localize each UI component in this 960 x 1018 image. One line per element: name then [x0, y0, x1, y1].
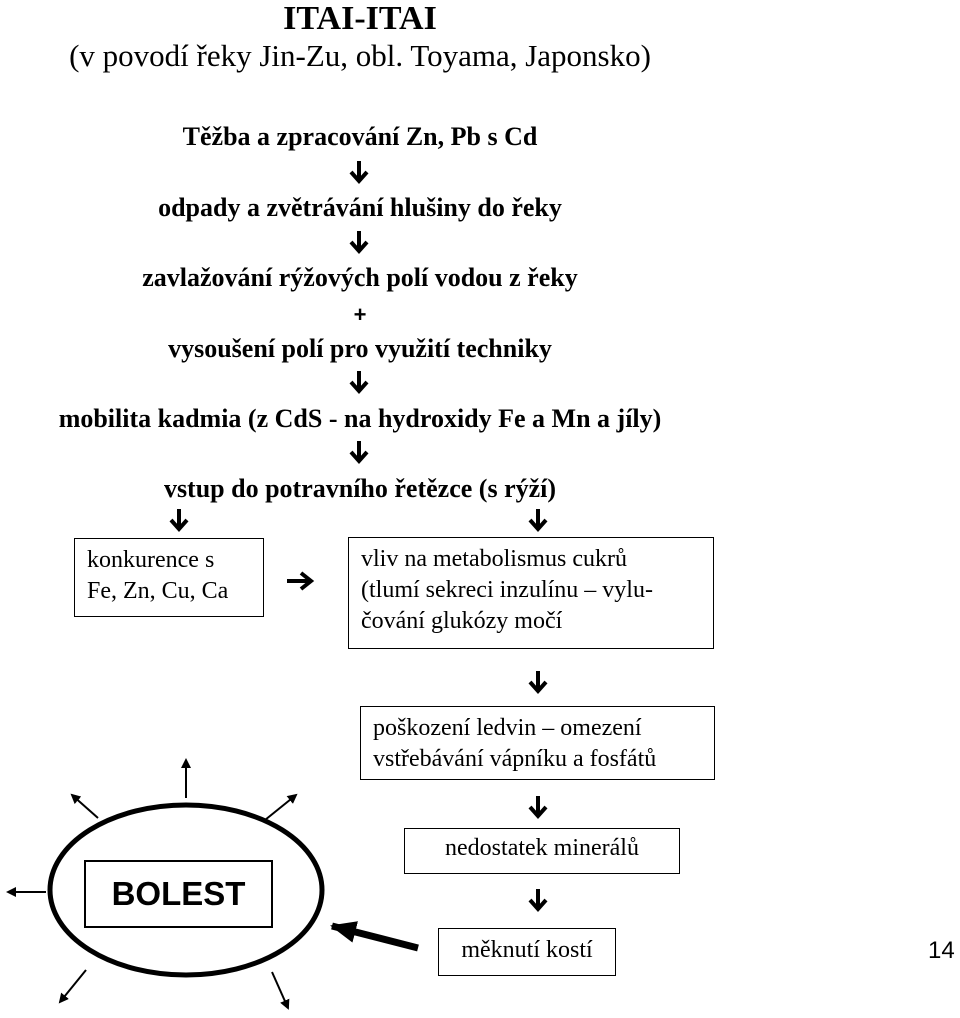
box-competition-line1: konkurence s — [87, 547, 215, 573]
box-metabolism-line1: vliv na metabolismus cukrů — [361, 546, 627, 572]
step-food-chain: vstup do potravního řetězce (s rýží) — [163, 474, 557, 503]
step-drying: vysoušení polí pro využití techniky — [168, 334, 552, 363]
step-waste: odpady a zvětrávání hlušiny do řeky — [158, 193, 562, 222]
radiating-arrow-icon — [60, 970, 86, 1002]
radiating-arrow-icon — [272, 972, 288, 1008]
step-mining: Těžba a zpracování Zn, Pb s Cd — [182, 122, 538, 151]
page-number: 14 — [928, 937, 955, 964]
box-competition-line2: Fe, Zn, Cu, Ca — [87, 578, 229, 604]
right-arrow-icon — [286, 570, 314, 592]
down-arrow-icon — [348, 370, 370, 394]
box-kidney-line2: vstřebávání vápníku a fosfátů — [373, 746, 657, 772]
page-title: ITAI-ITAI — [283, 0, 437, 37]
step-cadmium-mobility: mobilita kadmia (z CdS - na hydroxidy Fe a Mn a jíly) — [58, 404, 662, 433]
thick-arrow-icon — [332, 926, 418, 948]
box-bone-softening: měknutí kostí — [438, 928, 616, 976]
down-arrow-icon — [527, 795, 549, 819]
down-arrow-icon — [348, 160, 370, 184]
box-metabolism-line2: (tlumí sekreci inzulínu – vylu- — [361, 577, 653, 603]
pain-label: BOLEST — [84, 860, 273, 928]
box-competition — [74, 538, 264, 617]
box-metabolism — [348, 537, 714, 649]
box-metabolism-line3: čování glukózy močí — [361, 608, 563, 634]
down-arrow-icon — [527, 888, 549, 912]
radiating-arrow-icon — [265, 795, 296, 820]
box-kidney-line1: poškození ledvin – omezení — [373, 715, 642, 741]
step-irrigation: zavlažování rýžových polí vodou z řeky — [142, 263, 578, 292]
down-arrow-icon — [527, 508, 549, 532]
down-arrow-icon — [348, 230, 370, 254]
radiating-arrow-icon — [72, 795, 98, 818]
down-arrow-icon — [527, 670, 549, 694]
down-arrow-icon — [168, 508, 190, 532]
page-subtitle: (v povodí řeky Jin-Zu, obl. Toyama, Japonsko) — [69, 38, 651, 73]
box-mineral-deficiency: nedostatek minerálů — [404, 828, 680, 874]
plus-sign: + — [353, 302, 367, 327]
down-arrow-icon — [348, 440, 370, 464]
